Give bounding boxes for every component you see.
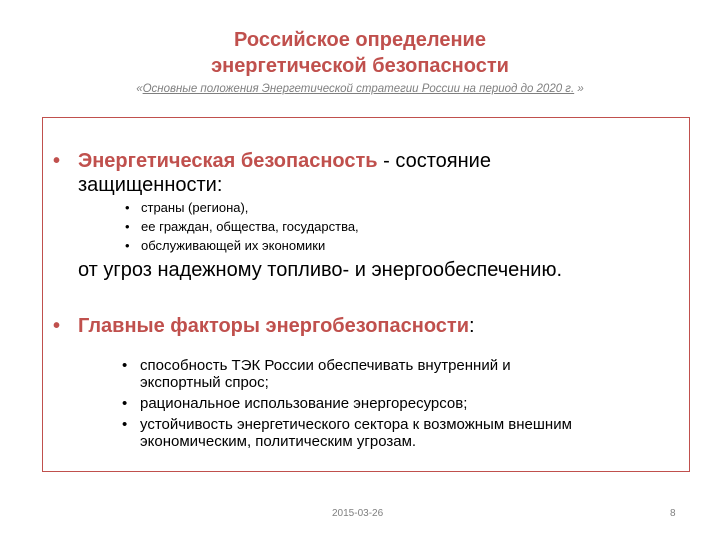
- bullet-1-term: Энергетическая безопасность: [78, 150, 378, 172]
- bullet-1-line-1: [78, 150, 491, 173]
- bullet-2-sub-item: [140, 395, 467, 412]
- bullet-2-sub-item-line: экспортный спрос;: [140, 374, 269, 391]
- bullet-1-marker: •: [53, 150, 61, 172]
- bullet-2-sub-item-line: рациональное использование энергоресурсов;: [140, 395, 468, 412]
- footer-page-number: 8: [670, 508, 676, 519]
- subtitle-open-quote: «: [136, 83, 143, 95]
- bullet-2-line: [78, 315, 475, 338]
- bullet-1-sub-marker: •: [125, 219, 130, 234]
- bullet-2-sub-marker: •: [122, 395, 128, 412]
- bullet-2-term: Главные факторы энергобезопасности: [78, 315, 469, 337]
- bullet-1-sub-item: ее граждан, общества, государства,: [141, 219, 359, 234]
- subtitle-close-quote: »: [574, 83, 584, 95]
- bullet-1-sub-item: обслуживающей их экономики: [141, 238, 326, 253]
- bullet-2-sub-item-line: устойчивость энергетического сектора к возможным внешним: [140, 416, 572, 433]
- bullet-1-sub-marker: •: [125, 200, 130, 215]
- bullet-1-line-2: защищенности:: [78, 174, 223, 196]
- bullet-2-sub-item: [140, 416, 572, 450]
- footer-date: 2015-03-26: [332, 508, 384, 519]
- bullet-2-sub-marker: •: [122, 357, 128, 374]
- bullet-2-sub-marker: •: [122, 416, 128, 433]
- bullet-1-sub-item: страны (региона),: [141, 200, 249, 215]
- subtitle-source-link[interactable]: Основные положения Энергетической стратегии России на период до 2020 г.: [142, 83, 575, 95]
- bullet-1-tail: от угроз надежному топливо- и энергообеспечению.: [78, 259, 563, 281]
- bullet-2-sub-item-line: способность ТЭК России обеспечивать внутренний и: [140, 357, 511, 374]
- bullet-2-rest: :: [469, 315, 475, 337]
- bullet-1-rest: - состояние: [377, 150, 491, 172]
- bullet-2-sub-item: [140, 357, 511, 391]
- slide-title-line-2: энергетической безопасности: [211, 55, 509, 77]
- bullet-2-marker: •: [53, 315, 61, 337]
- bullet-1-sub-marker: •: [125, 238, 130, 253]
- slide-subtitle: [0, 83, 720, 95]
- bullet-2-sub-item-line: экономическим, политическим угрозам.: [140, 433, 417, 450]
- slide-title-line-1: Российское определение: [234, 29, 486, 51]
